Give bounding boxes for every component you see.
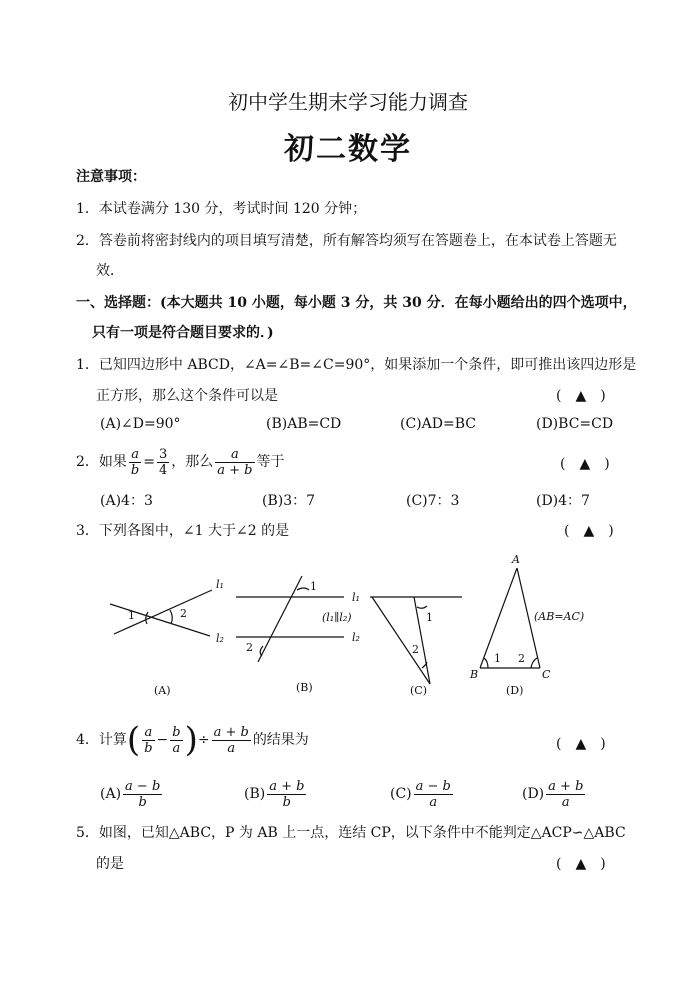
figure-d (480, 568, 540, 668)
figure-b-transversal (258, 576, 302, 662)
notice-item-1: 1．本试卷满分 130 分，考试时间 120 分钟； (76, 201, 367, 217)
q2-stem (76, 444, 285, 480)
q5-answer-mark: ( ▲ ) (556, 856, 606, 872)
q1-option-d: (D)BC=CD (536, 416, 614, 432)
figure-c-angle-1-arc (417, 606, 427, 608)
q1-option-b: (B)AB=CD (266, 416, 342, 432)
figure-d-angle-1-arc (484, 658, 488, 668)
q4-answer-mark: ( ▲ ) (556, 736, 606, 752)
q4-fraction-divisor: $\frac{a + b}{a}$ (213, 724, 249, 756)
q2-fraction-target: $\frac{a}{a + b}$ (217, 446, 253, 478)
figure-b-angle-1-arc (297, 588, 309, 590)
figure-d-angle-2-arc (531, 658, 537, 668)
notice-item-2-line-2: 效． (96, 263, 124, 279)
figure-d-equal-note: (AB=AC) (534, 610, 585, 623)
figure-c-label-angle-2: 2 (412, 643, 419, 656)
figure-d-label-b: B (470, 668, 479, 681)
q3-stem: 3．下列各图中，∠1 大于∠2 的是 (76, 523, 290, 539)
q4-fraction-a-b: $\frac{a}{b}$ (144, 724, 153, 756)
exam-title: 初中学生期末学习能力调查 (228, 90, 468, 114)
figure-a-angle-2-arc (170, 610, 172, 624)
q2-option-a: (A)4：3 (100, 493, 153, 509)
figure-a-label-angle-2: 2 (180, 607, 187, 620)
figure-d-label-a: A (512, 553, 520, 566)
q3-answer-mark: ( ▲ ) (564, 523, 614, 539)
q4-option-a: (A) $\frac{a - b}{b}$ (100, 778, 161, 810)
notice-item-2-line-1: 2．答卷前将密封线内的项目填写清楚，所有解答均须写在答题卷上，在本试卷上答题无 (76, 233, 617, 249)
q2-prefix: 2．如果 (76, 454, 127, 470)
figure-d-label-angle-2: 2 (518, 652, 525, 665)
q2-equals: = (143, 454, 155, 470)
q1-option-c: (C)AD=BC (400, 416, 476, 432)
figure-a-line-l2 (110, 604, 210, 636)
figure-b-caption: (B) (296, 681, 313, 694)
figure-c-caption: (C) (410, 684, 427, 697)
q4-suffix: 的结果为 (252, 732, 309, 748)
q1-stem-line-1: 1．已知四边形中 ABCD，∠A=∠B=∠C=90°，如果添加一个条件，即可推出该四边形是 (76, 357, 637, 373)
figure-b-label-angle-2: 2 (246, 641, 253, 654)
q4-right-paren: ) (184, 720, 198, 760)
q2-option-b: (B)3：7 (262, 493, 316, 509)
figure-a-label-l2: l₂ (216, 632, 224, 645)
figure-d-caption: (D) (506, 684, 524, 697)
q2-mid: ，那么 (171, 454, 214, 470)
figure-b-parallel-note: (l₁∥l₂) (322, 611, 352, 624)
q4-option-d: (D) $\frac{a + b}{a}$ (522, 778, 584, 810)
q1-answer-mark: ( ▲ ) (556, 388, 606, 404)
figure-a (110, 590, 212, 636)
q4-stem (76, 720, 309, 760)
q4-option-c: (C) $\frac{a - b}{a}$ (390, 778, 451, 810)
q4-fraction-b-a: $\frac{b}{a}$ (172, 724, 181, 756)
figure-b-label-l1: l₁ (352, 591, 360, 604)
figure-d-label-angle-1: 1 (494, 652, 501, 665)
figure-c-left-side (372, 597, 430, 684)
figure-a-label-l1: l₁ (216, 578, 224, 591)
q1-option-a: (A)∠D=90° (100, 416, 181, 432)
section-heading-line-2: 只有一项是符合题目要求的．) (92, 325, 274, 341)
figure-a-label-angle-1: 1 (128, 609, 135, 622)
figure-c (370, 597, 462, 684)
q4-divide: ÷ (197, 732, 210, 748)
notice-heading: 注意事项： (76, 169, 146, 185)
q4-option-b: (B) $\frac{a + b}{b}$ (244, 778, 305, 810)
q2-option-d: (D)4：7 (536, 493, 590, 509)
figure-b-label-angle-1: 1 (310, 580, 317, 593)
figure-d-label-c: C (542, 668, 551, 681)
q4-left-paren: ( (126, 720, 141, 760)
figure-a-angle-1-arc (146, 612, 148, 624)
subject-title: 初二数学 (284, 132, 412, 167)
figure-c-label-angle-1: 1 (426, 611, 433, 624)
figure-a-caption: (A) (154, 684, 171, 697)
q1-stem-line-2: 正方形，那么这个条件可以是 (96, 388, 278, 404)
q3-figures (0, 550, 696, 710)
q5-stem-line-1: 5．如图，已知△ABC，P 为 AB 上一点，连结 CP，以下条件中不能判定△ACP∽△ABC (76, 825, 626, 841)
q2-fraction-a-b: $\frac{a}{b}$ (130, 446, 140, 478)
q2-fraction-3-4: $\frac{3}{4}$ (158, 446, 168, 478)
figure-b-label-l2: l₂ (352, 631, 360, 644)
q2-option-c: (C)7：3 (406, 493, 460, 509)
section-heading-line-1: 一、选择题：(本大题共 10 小题，每小题 3 分，共 30 分．在每小题给出的四个选项中， (76, 295, 637, 311)
q4-prefix: 4．计算 (76, 732, 127, 748)
q4-minus: − (156, 732, 169, 748)
q2-answer-mark: ( ▲ ) (560, 456, 610, 472)
q2-suffix: 等于 (256, 454, 285, 470)
q5-stem-line-2: 的是 (96, 856, 124, 872)
